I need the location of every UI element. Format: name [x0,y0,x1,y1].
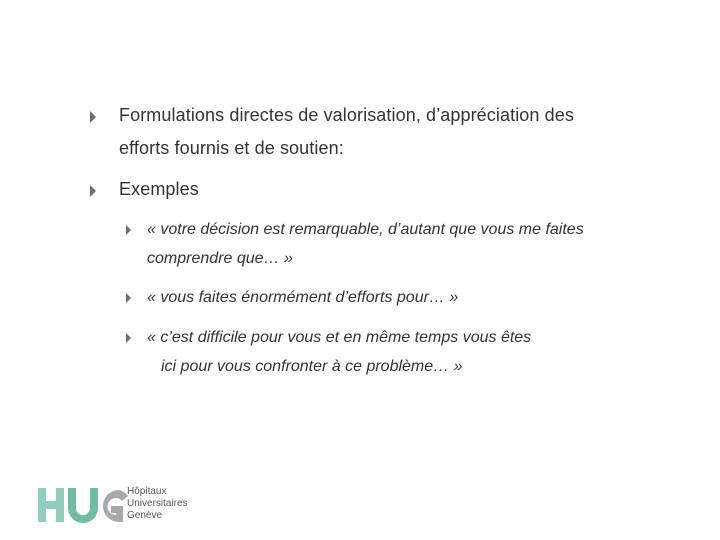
bullet-line: Formulations directes de valorisation, d’appréciation des [119,105,574,125]
sub-bullet-efforts [126,290,458,312]
bullet-line: « votre décision est remarquable, d’autant que vous me faites [147,221,584,238]
bullet-line: ici pour vous confronter à ce problème… » [161,358,463,375]
bullet-text [119,99,574,165]
logo-line: Hôpitaux [127,486,167,497]
bullet-text [119,173,199,206]
bullet-text [147,283,458,312]
sub-bullet-difficile [126,330,531,381]
bullet-text [147,215,584,273]
bullet-formulations [90,106,574,165]
sub-bullet-decision [126,222,584,273]
bullet-arrow-icon [90,111,96,123]
bullet-arrow-icon [90,185,96,197]
bullet-line: « c’est difficile pour vous et en même temps vous êtes [147,329,532,346]
bullet-line: comprendre que… » [147,250,293,267]
bullet-arrow-icon [126,225,131,235]
logo-text [127,486,188,522]
bullet-exemples [90,180,199,206]
bullet-line: « vous faites énormément d’efforts pour… » [147,289,459,306]
bullet-line: Exemples [119,179,199,199]
bullet-arrow-icon [126,333,131,343]
logo-u [68,488,98,523]
logo-g [103,490,128,522]
bullet-line: efforts fournis et de soutien: [119,138,344,158]
bullet-text [147,323,531,381]
bullet-arrow-icon [126,293,131,303]
logo-h-right [56,488,64,522]
logo-line: Universitaires [127,498,188,509]
logo-line: Genève [127,510,163,521]
